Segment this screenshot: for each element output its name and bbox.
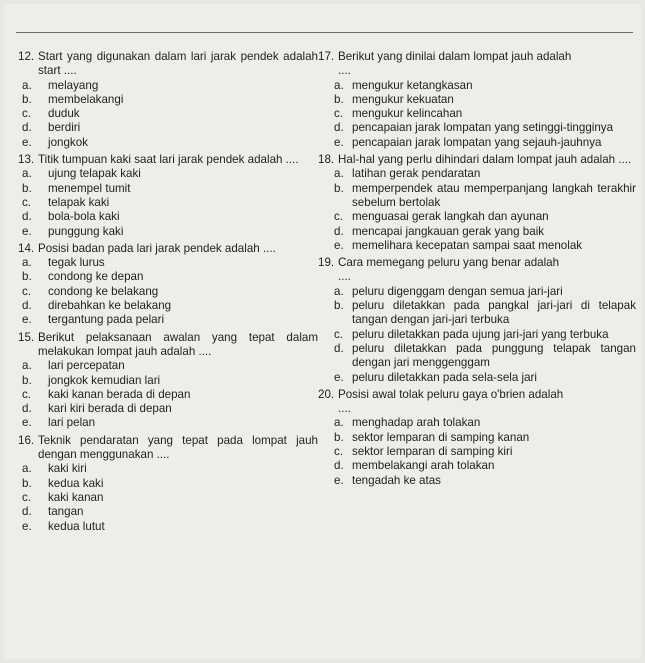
option-letter: e. (334, 473, 344, 487)
question-text: Teknik pendaratan yang tepat pada lompat jauh dengan menggunakan .... (38, 433, 318, 462)
question-number: 13. (18, 153, 35, 167)
option-letter: e. (22, 416, 32, 430)
answer-options (330, 79, 636, 150)
option-text: telapak kaki (48, 195, 110, 209)
option-text: peluru diletakkan pada ujung jari-jari yang terbuka (352, 327, 609, 341)
option-text: menghadap arah tolakan (352, 416, 481, 430)
option-text: peluru digenggam dengan semua jari-jari (352, 284, 563, 298)
option-letter: d. (334, 224, 344, 238)
worksheet-page (4, 4, 641, 659)
option-letter: b. (334, 181, 344, 195)
option-letter: e. (334, 135, 344, 149)
option-text: memelihara kecepatan sampai saat menolak (352, 238, 583, 252)
option-text: peluru diletakkan pada punggung telapak tangan dengan jari menggenggam (352, 341, 636, 370)
answer-option[interactable] (330, 107, 636, 121)
question-stem (318, 153, 636, 167)
answer-option[interactable] (330, 459, 636, 473)
option-letter: c. (22, 387, 32, 401)
answer-option[interactable] (330, 299, 636, 328)
right-column (318, 50, 636, 488)
option-letter: a. (22, 167, 32, 181)
option-text: membelakangi arah tolakan (352, 459, 495, 473)
question-text: Posisi awal tolak peluru gaya o'brien adalah (338, 387, 564, 401)
option-text: sektor lemparan di samping kanan (352, 430, 530, 444)
question-16 (18, 434, 318, 534)
question-text: Posisi badan pada lari jarak pendek adalah .... (38, 241, 276, 255)
option-text: duduk (48, 107, 80, 121)
answer-options (330, 285, 636, 385)
option-text: menguasai gerak langkah dan ayunan (352, 210, 549, 224)
option-letter: d. (22, 210, 32, 224)
option-letter: e. (334, 238, 344, 252)
question-number: 18. (318, 153, 335, 167)
answer-option[interactable] (18, 93, 318, 107)
question-text: Cara memegang peluru yang benar adalah (338, 256, 560, 270)
option-letter: c. (334, 445, 344, 459)
option-text: kaki kiri (48, 462, 87, 476)
option-text: kedua lutut (48, 519, 105, 533)
question-stem (18, 331, 318, 360)
option-text: condong ke belakang (48, 284, 159, 298)
answer-option[interactable] (18, 359, 318, 373)
answer-option[interactable] (330, 416, 636, 430)
left-column (18, 50, 318, 534)
option-letter: e. (22, 519, 32, 533)
answer-options (18, 79, 318, 150)
question-stem (318, 388, 636, 402)
answer-option[interactable] (330, 431, 636, 445)
question-number: 14. (18, 241, 35, 255)
option-letter: e. (22, 135, 32, 149)
option-text: menempel tumit (48, 181, 131, 195)
question-ellipsis: .... (338, 402, 351, 416)
option-letter: a. (22, 78, 32, 92)
question-stem (18, 434, 318, 463)
question-number: 16. (18, 433, 35, 447)
option-text: kaki kanan (48, 490, 104, 504)
question-text: Start yang digunakan dalam lari jarak pendek adalah start .... (38, 50, 318, 78)
option-text: ujung telapak kaki (48, 167, 141, 181)
option-text: tangan (48, 505, 84, 519)
option-text: kaki kanan berada di depan (48, 387, 191, 401)
answer-option[interactable] (330, 239, 636, 253)
answer-option[interactable] (330, 371, 636, 385)
option-text: sektor lemparan di samping kiri (352, 445, 513, 459)
option-letter: a. (22, 462, 32, 476)
question-18 (318, 153, 636, 253)
option-letter: e. (22, 313, 32, 327)
option-letter: b. (22, 270, 32, 284)
option-letter: d. (334, 121, 344, 135)
option-letter: c. (22, 195, 32, 209)
option-text: berdiri (48, 121, 81, 135)
question-number: 19. (318, 256, 335, 270)
question-text: Titik tumpuan kaki saat lari jarak pendek adalah .... (38, 153, 299, 167)
question-stem (18, 153, 318, 167)
option-letter: c. (334, 327, 344, 341)
option-text: memperpendek atau memperpanjang langkah terakhir sebelum bertolak (352, 181, 636, 209)
answer-option[interactable] (18, 402, 318, 416)
option-letter: c. (334, 210, 344, 224)
question-17 (318, 50, 636, 150)
answer-option[interactable] (18, 374, 318, 388)
option-letter: d. (334, 459, 344, 473)
option-text: tergantung pada pelari (48, 313, 165, 327)
option-letter: d. (22, 299, 32, 313)
answer-options (18, 167, 318, 238)
option-text: mengukur kelincahan (352, 107, 463, 121)
answer-option[interactable] (18, 79, 318, 93)
option-text: mengukur kekuatan (352, 92, 454, 106)
answer-option[interactable] (330, 445, 636, 459)
answer-option[interactable] (18, 285, 318, 299)
answer-option[interactable] (18, 462, 318, 476)
option-text: kari kiri berada di depan (48, 402, 172, 416)
question-12 (18, 50, 318, 150)
answer-option[interactable] (18, 299, 318, 313)
answer-option[interactable] (18, 121, 318, 135)
option-text: pencapaian jarak lompatan yang sejauh-jauhnya (352, 135, 602, 149)
question-19 (318, 256, 636, 385)
answer-option[interactable] (330, 121, 636, 135)
question-text: Hal-hal yang perlu dihindari dalam lompat jauh adalah .... (338, 153, 632, 167)
question-20 (318, 388, 636, 488)
question-14 (18, 242, 318, 328)
answer-option[interactable] (330, 182, 636, 211)
option-text: jongkok kemudian lari (48, 373, 161, 387)
option-letter: b. (334, 299, 344, 313)
option-text: condong ke depan (48, 270, 144, 284)
option-letter: c. (22, 284, 32, 298)
answer-option[interactable] (18, 520, 318, 534)
answer-option[interactable] (330, 328, 636, 342)
option-letter: b. (334, 430, 344, 444)
question-stem (18, 242, 318, 256)
question-13 (18, 153, 318, 239)
option-letter: b. (22, 373, 32, 387)
answer-options (18, 462, 318, 533)
answer-option[interactable] (18, 491, 318, 505)
question-15 (18, 331, 318, 431)
option-text: pencapaian jarak lompatan yang setinggi-tingginya (352, 121, 614, 135)
option-text: bola-bola kaki (48, 210, 120, 224)
option-letter: b. (22, 92, 32, 106)
option-letter: e. (22, 224, 32, 238)
answer-option[interactable] (18, 210, 318, 224)
answer-options (330, 416, 636, 487)
option-letter: a. (22, 359, 32, 373)
option-text: lari percepatan (48, 359, 125, 373)
option-letter: a. (334, 284, 344, 298)
option-letter: e. (334, 370, 344, 384)
question-stem (318, 256, 636, 270)
answer-option[interactable] (18, 196, 318, 210)
answer-option[interactable] (18, 270, 318, 284)
answer-options (330, 167, 636, 253)
option-text: latihan gerak pendaratan (352, 167, 481, 181)
answer-option[interactable] (330, 210, 636, 224)
option-text: membelakangi (48, 92, 124, 106)
option-letter: b. (22, 181, 32, 195)
option-text: melayang (48, 78, 99, 92)
answer-option[interactable] (330, 167, 636, 181)
answer-option[interactable] (18, 107, 318, 121)
question-stem (318, 50, 636, 64)
answer-option[interactable] (330, 136, 636, 150)
answer-option[interactable] (330, 225, 636, 239)
option-letter: a. (334, 167, 344, 181)
answer-option[interactable] (18, 505, 318, 519)
answer-option[interactable] (18, 136, 318, 150)
question-stem (18, 50, 318, 79)
answer-options (18, 256, 318, 327)
option-letter: d. (334, 341, 344, 355)
option-text: tengadah ke atas (352, 473, 441, 487)
option-letter: b. (22, 476, 32, 490)
answer-option[interactable] (18, 313, 318, 327)
option-letter: c. (22, 107, 32, 121)
option-text: mengukur ketangkasan (352, 78, 473, 92)
option-text: jongkok (48, 135, 88, 149)
option-text: tegak lurus (48, 256, 105, 270)
option-letter: d. (22, 402, 32, 416)
question-text: Berikut yang dinilai dalam lompat jauh adalah (338, 50, 572, 63)
option-text: direbahkan ke belakang (48, 299, 172, 313)
option-letter: d. (22, 121, 32, 135)
answer-option[interactable] (18, 167, 318, 181)
option-text: peluru diletakkan pada sela-sela jari (352, 370, 537, 384)
answer-option[interactable] (18, 225, 318, 239)
answer-option[interactable] (18, 388, 318, 402)
answer-options (18, 359, 318, 430)
question-ellipsis: .... (338, 270, 351, 284)
option-letter: d. (22, 505, 32, 519)
option-text: punggung kaki (48, 224, 124, 238)
question-number: 20. (318, 387, 335, 401)
question-number: 15. (18, 330, 35, 344)
option-letter: a. (334, 416, 344, 430)
top-rule (16, 32, 633, 33)
answer-option[interactable] (18, 182, 318, 196)
answer-option[interactable] (330, 93, 636, 107)
answer-option[interactable] (330, 342, 636, 371)
answer-option[interactable] (18, 477, 318, 491)
question-number: 17. (318, 50, 335, 63)
answer-option[interactable] (18, 256, 318, 270)
option-text: kedua kaki (48, 476, 104, 490)
option-text: lari pelan (48, 416, 96, 430)
option-letter: c. (22, 490, 32, 504)
question-text: Berikut pelaksanaan awalan yang tepat dalam melakukan lompat jauh adalah .... (38, 330, 318, 358)
answer-option[interactable] (18, 416, 318, 430)
option-letter: a. (334, 78, 344, 92)
question-number: 12. (18, 50, 35, 63)
answer-option[interactable] (330, 285, 636, 299)
question-ellipsis: .... (338, 64, 351, 78)
answer-option[interactable] (330, 474, 636, 488)
option-letter: a. (22, 256, 32, 270)
option-text: mencapai jangkauan gerak yang baik (352, 224, 545, 238)
option-text: peluru diletakkan pada pangkal jari-jari di telapak tangan dengan jari-jari terbuka (352, 299, 636, 327)
option-letter: b. (334, 92, 344, 106)
option-letter: c. (334, 107, 344, 121)
answer-option[interactable] (330, 79, 636, 93)
